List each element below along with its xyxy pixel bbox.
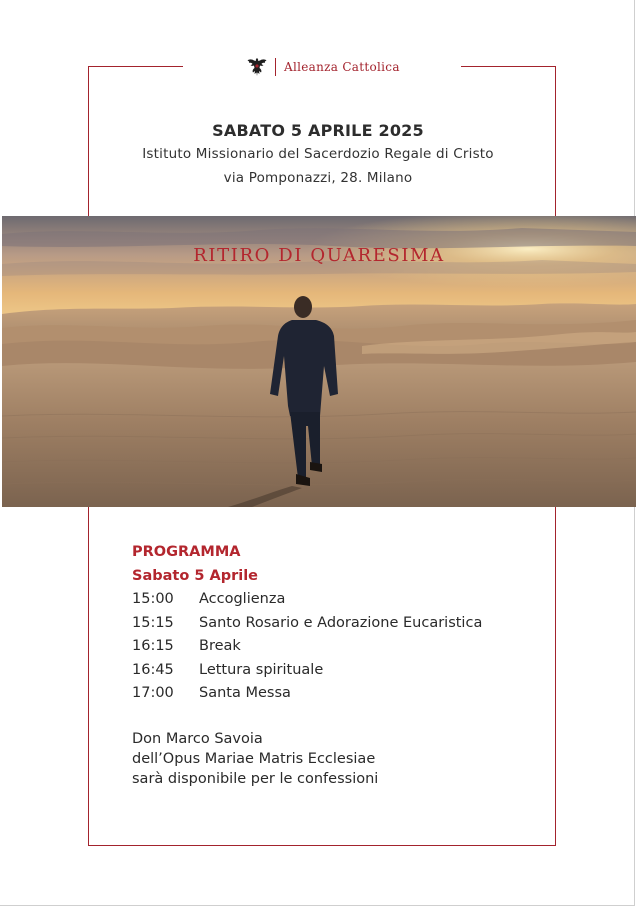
programme-activity: Accoglienza — [199, 591, 286, 607]
frame-top-right-line — [461, 66, 556, 67]
programme-row — [132, 588, 552, 612]
programme-time: 16:45 — [132, 661, 174, 678]
logo-separator — [275, 58, 276, 76]
event-date: SABATO 5 APRILE 2025 — [212, 121, 424, 140]
frame-bottom-line — [88, 845, 556, 846]
programme-activity: Santo Rosario e Adorazione Eucaristica — [199, 614, 483, 631]
organization-name: Alleanza Cattolica — [284, 60, 400, 74]
organization-logo — [246, 56, 400, 78]
frame-right-lower-line — [555, 507, 556, 846]
programme-day: Sabato 5 Aprile — [132, 568, 258, 584]
programme-row — [132, 682, 552, 706]
frame-left-lower-line — [88, 507, 89, 846]
confessions-availability: sarà disponibile per le confessioni — [132, 771, 379, 787]
programme-row — [132, 635, 552, 659]
priest-name: Don Marco Savoia — [132, 731, 263, 747]
programme-activity: Break — [199, 638, 241, 654]
frame-right-upper-line — [555, 66, 556, 216]
programme-row — [132, 659, 552, 683]
programme-section — [132, 540, 552, 706]
venue-address: via Pomponazzi, 28. Milano — [223, 170, 413, 186]
frame-left-upper-line — [88, 66, 89, 216]
programme-time: 15:15 — [132, 614, 174, 631]
programme-activity: Lettura spirituale — [199, 661, 324, 678]
venue-name: Istituto Missionario del Sacerdozio Regale di Cristo — [142, 146, 494, 162]
programme-time: 17:00 — [132, 685, 174, 701]
programme-time: 16:15 — [132, 638, 174, 654]
retreat-title: RITIRO DI QUARESIMA — [193, 245, 445, 266]
programme-heading: PROGRAMMA — [132, 544, 241, 560]
confessions-note — [132, 729, 378, 789]
programme-row — [132, 612, 552, 636]
programme-activity: Santa Messa — [199, 685, 291, 701]
programme-time: 15:00 — [132, 591, 174, 607]
frame-top-left-line — [88, 66, 183, 67]
eagle-icon — [246, 56, 268, 78]
priest-affiliation: dell’Opus Mariae Matris Ecclesiae — [132, 751, 376, 767]
